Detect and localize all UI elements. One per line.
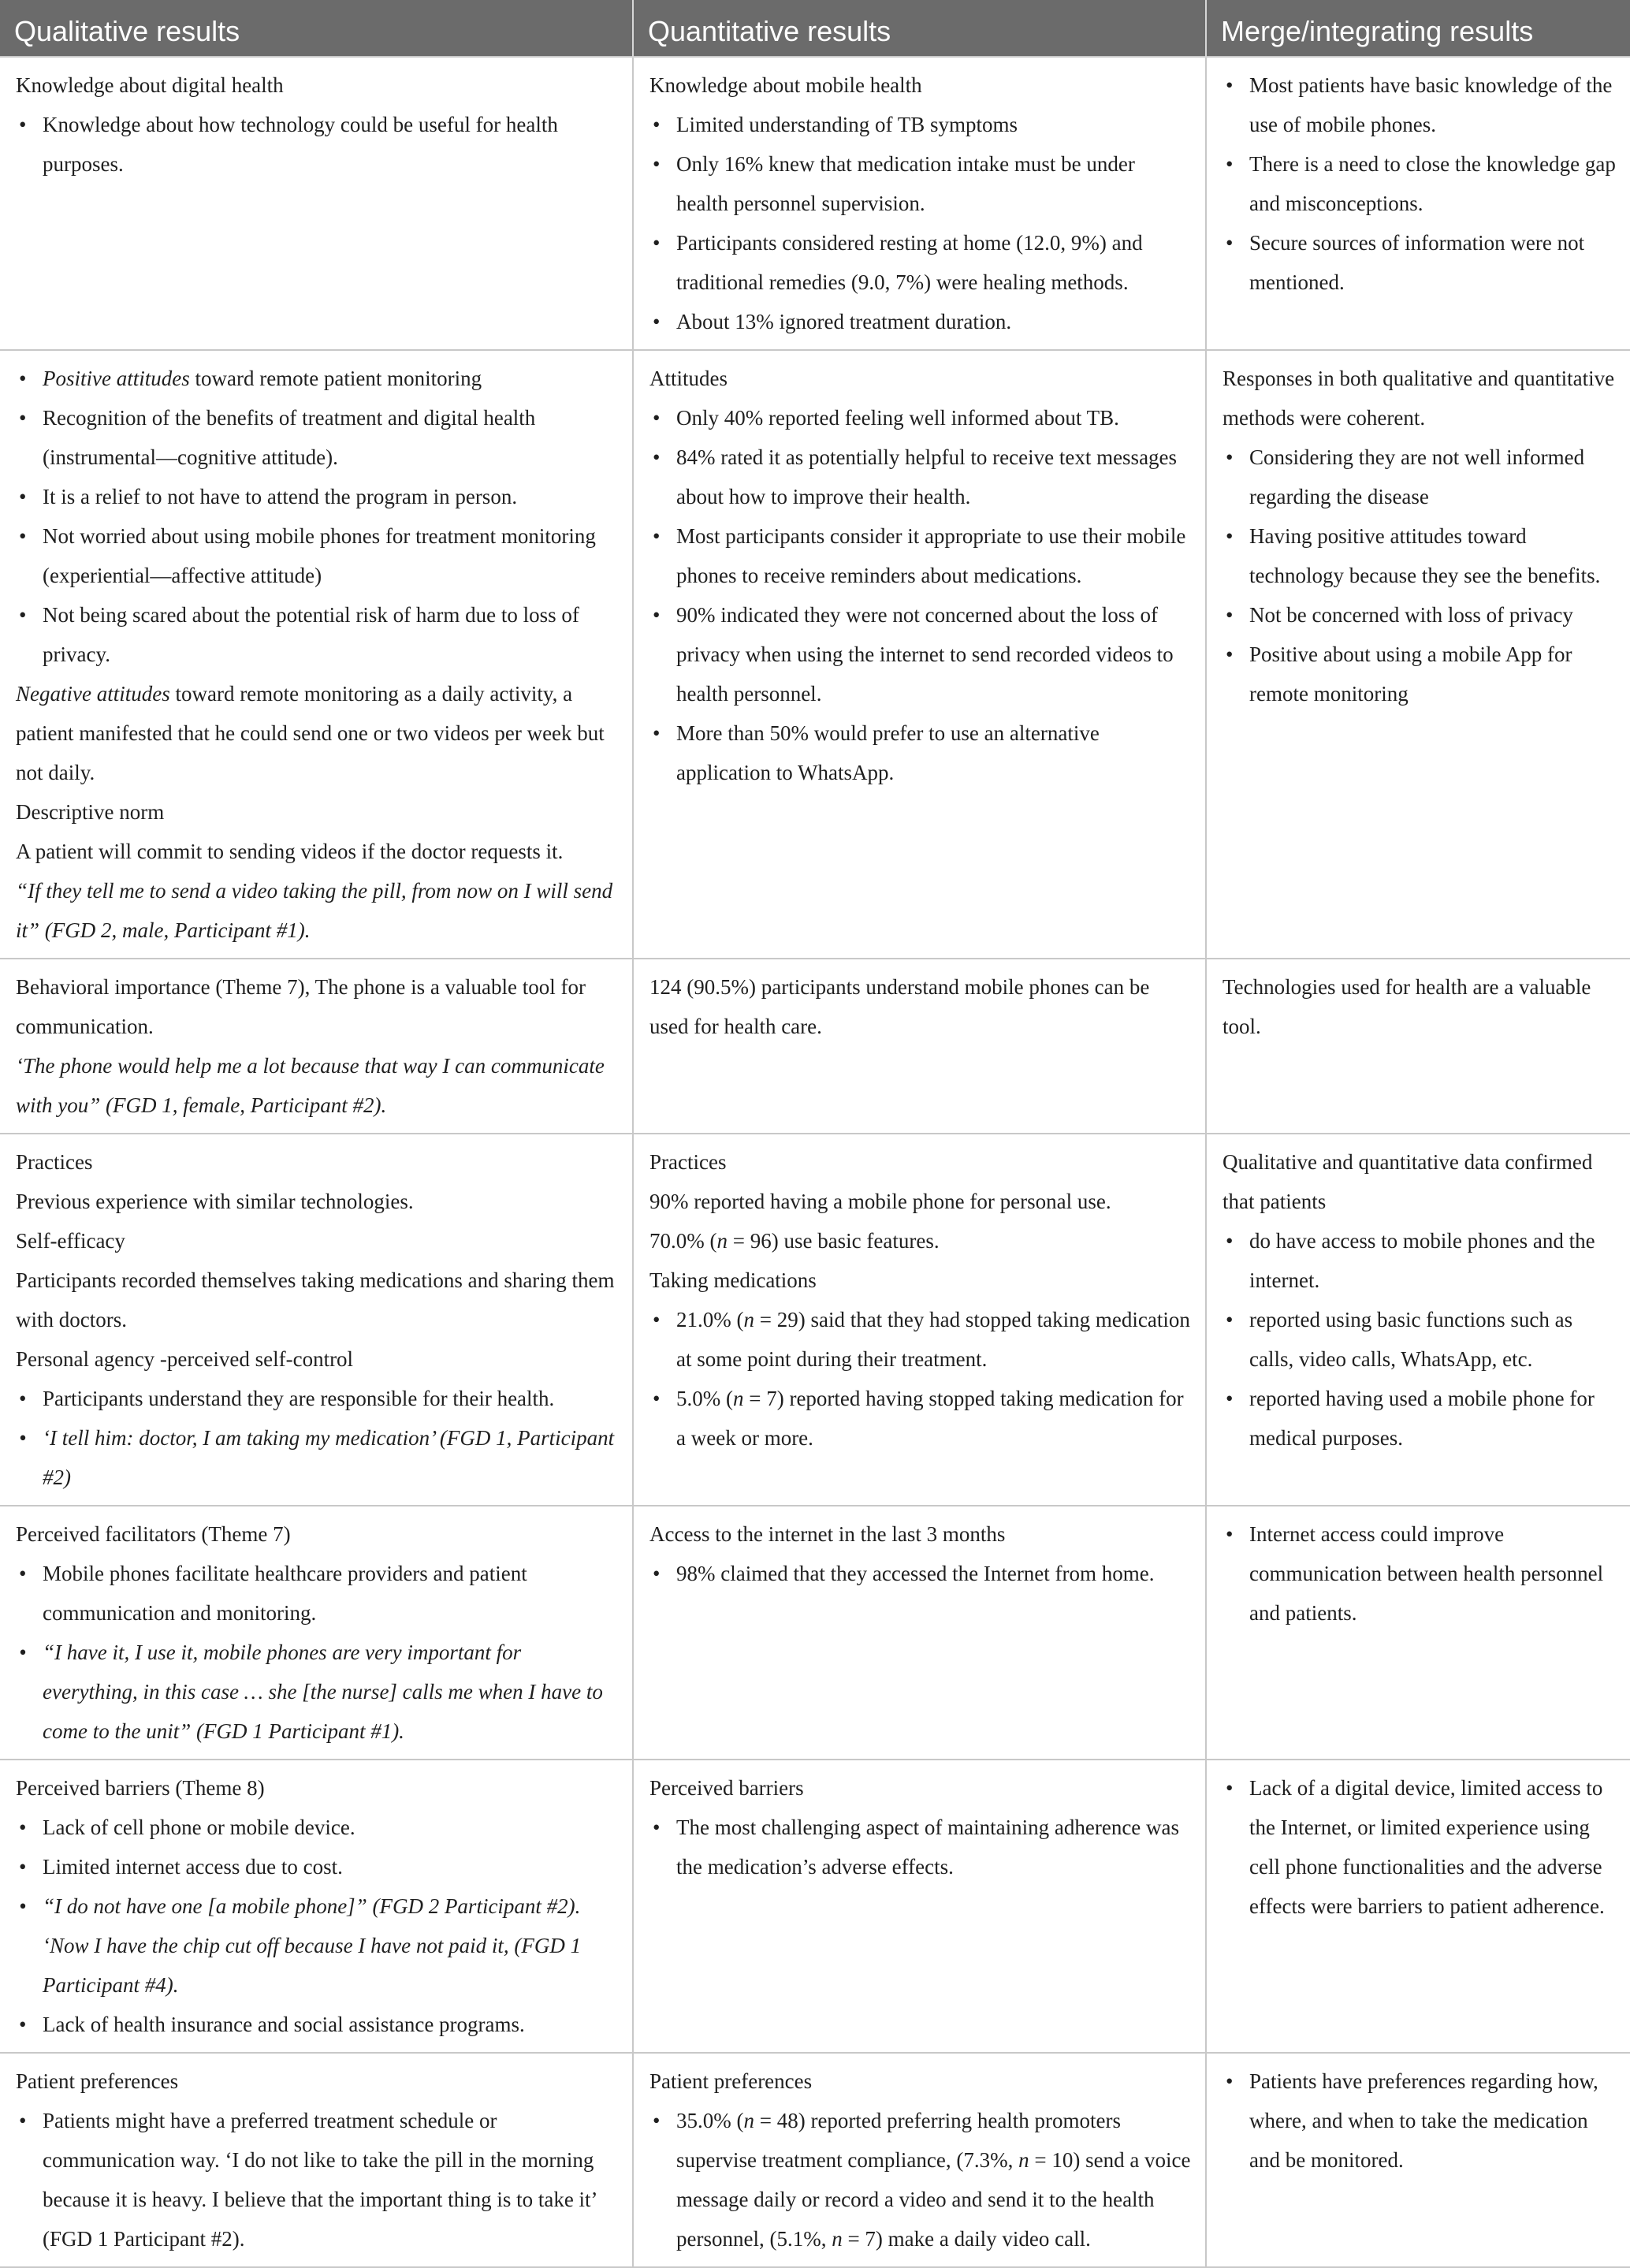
- table-row: [0, 2053, 1630, 2267]
- bullet-list: [16, 1379, 618, 1497]
- text: 5.0% (: [676, 1387, 733, 1410]
- list-item: • reported having used a mobile phone for medical purposes.: [1222, 1379, 1616, 1458]
- list-item: • Most patients have basic knowledge of the use of mobile phones.: [1222, 65, 1616, 144]
- emphasis: Negative attitudes: [16, 682, 170, 706]
- qualitative-cell: [0, 1506, 633, 1760]
- paragraph: 124 (90.5%) participants understand mobile phones can be used for health care.: [649, 975, 1150, 1038]
- text: = 29) said that they had stopped taking medication at some point during their treatment.: [676, 1308, 1190, 1371]
- emphasis: Positive attitudes: [43, 367, 190, 390]
- n-symbol: n: [743, 2109, 754, 2132]
- quantitative-cell: [633, 1760, 1206, 2053]
- list-item: • Participants considered resting at home (12.0, 9%) and traditional remedies (9.0, 7%) were healing methods.: [649, 223, 1191, 302]
- qualitative-cell: [0, 1134, 633, 1506]
- list-item: • About 13% ignored treatment duration.: [649, 302, 1191, 341]
- list-item: • Mobile phones facilitate healthcare providers and patient communication and monitoring.: [16, 1554, 618, 1633]
- text: toward remote monitoring as a daily activity, a patient manifested that he could send one or two videos per week but not daily.: [16, 682, 605, 784]
- list-item: • Secure sources of information were not mentioned.: [1222, 223, 1616, 302]
- list-item: • There is a need to close the knowledge gap and misconceptions.: [1222, 144, 1616, 223]
- cell-title: Attitudes: [649, 367, 728, 390]
- text: = 10) send a voice message daily or record a video and send it to the health personnel, (5.1%,: [676, 2148, 1191, 2251]
- bullet-list: [649, 2101, 1191, 2259]
- paragraph: Participants recorded themselves taking medications and sharing them with doctors.: [16, 1268, 615, 1331]
- paragraph: Behavioral importance (Theme 7), The phone is a valuable tool for communication.: [16, 975, 586, 1038]
- cell-title: Knowledge about mobile health: [649, 73, 922, 97]
- list-item: • Having positive attitudes toward technology because they see the benefits.: [1222, 516, 1616, 595]
- list-item: • Only 40% reported feeling well informed about TB.: [649, 398, 1191, 438]
- list-item: • “I do not have one [a mobile phone]” (FGD 2 Participant #2). ‘Now I have the chip cut off because I have not paid it, (FGD 1 Participant #4).: [16, 1886, 618, 2005]
- paragraph: A patient will commit to sending videos if the doctor requests it.: [16, 840, 564, 863]
- bullet-list: [1222, 2061, 1616, 2180]
- table-row: [0, 959, 1630, 1134]
- table-row: [0, 1506, 1630, 1760]
- list-item: • Patients might have a preferred treatment schedule or communication way. ‘I do not like to take the pill in the morning because it is heavy. I believe that the important thing is to take it’ (FGD 1 Participant #2).: [16, 2101, 618, 2259]
- bullet-list: [1222, 1768, 1616, 1926]
- header-quantitative: Quantitative results: [633, 0, 1206, 57]
- table-row: [0, 350, 1630, 959]
- table-row: [0, 57, 1630, 350]
- list-item: • Lack of health insurance and social assistance programs.: [16, 2005, 618, 2044]
- list-item: • Only 16% knew that medication intake must be under health personnel supervision.: [649, 144, 1191, 223]
- cell-subtitle: Descriptive norm: [16, 800, 165, 824]
- header-merge: Merge/integrating results: [1206, 0, 1630, 57]
- merge-cell: [1206, 1506, 1630, 1760]
- quantitative-cell: [633, 1506, 1206, 1760]
- merge-cell: [1206, 57, 1630, 350]
- cell-title: Perceived barriers (Theme 8): [16, 1776, 265, 1800]
- list-item: • Most participants consider it appropriate to use their mobile phones to receive reminders about medications.: [649, 516, 1191, 595]
- cell-title: Practices: [649, 1150, 727, 1174]
- list-item: • The most challenging aspect of maintaining adherence was the medication’s adverse effects.: [649, 1808, 1191, 1886]
- cell-subtitle: Personal agency -perceived self-control: [16, 1347, 354, 1371]
- list-item: • “I have it, I use it, mobile phones are very important for everything, in this case … she [the nurse] calls me when I have to come to the unit” (FGD 1 Participant #1).: [16, 1633, 618, 1751]
- qualitative-cell: [0, 2053, 633, 2267]
- list-item: • Considering they are not well informed regarding the disease: [1222, 438, 1616, 516]
- bullet-list: [16, 1554, 618, 1751]
- list-item: • 90% indicated they were not concerned about the loss of privacy when using the internet to send recorded videos to health personnel.: [649, 595, 1191, 713]
- bullet-list: [649, 398, 1191, 792]
- quantitative-cell: [633, 57, 1206, 350]
- list-item: • Knowledge about how technology could be useful for health purposes.: [16, 105, 618, 184]
- cell-subtitle: Taking medications: [649, 1268, 817, 1292]
- bullet-list: [1222, 1514, 1616, 1633]
- table-row: [0, 1760, 1630, 2053]
- header-qualitative: Qualitative results: [0, 0, 633, 57]
- paragraph: Qualitative and quantitative data confirmed that patients: [1222, 1150, 1593, 1213]
- cell-title: Patient preferences: [16, 2069, 179, 2093]
- paragraph: [649, 1221, 1191, 1261]
- merge-cell: [1206, 959, 1630, 1134]
- list-item: • 84% rated it as potentially helpful to receive text messages about how to improve their health.: [649, 438, 1191, 516]
- paragraph: Previous experience with similar technologies.: [16, 1190, 414, 1213]
- n-symbol: n: [743, 1308, 754, 1331]
- text: toward remote patient monitoring: [189, 367, 482, 390]
- list-item: • More than 50% would prefer to use an alternative application to WhatsApp.: [649, 713, 1191, 792]
- quantitative-cell: [633, 2053, 1206, 2267]
- paragraph: 90% reported having a mobile phone for personal use.: [649, 1190, 1111, 1213]
- cell-title: Perceived barriers: [649, 1776, 804, 1800]
- bullet-list: [649, 1300, 1191, 1458]
- quantitative-cell: [633, 1134, 1206, 1506]
- list-item: • Internet access could improve communication between health personnel and patients.: [1222, 1514, 1616, 1633]
- list-item: • 98% claimed that they accessed the Internet from home.: [649, 1554, 1191, 1593]
- n-symbol: n: [732, 1387, 744, 1410]
- paragraph: Responses in both qualitative and quantitative methods were coherent.: [1222, 367, 1615, 430]
- n-symbol: n: [716, 1229, 728, 1253]
- merge-cell: [1206, 1760, 1630, 2053]
- list-item: • Limited understanding of TB symptoms: [649, 105, 1191, 144]
- list-item: • reported using basic functions such as calls, video calls, WhatsApp, etc.: [1222, 1300, 1616, 1379]
- bullet-list: [1222, 438, 1616, 713]
- quote: “If they tell me to send a video taking the pill, from now on I will send it” (FGD 2, male, Participant #1).: [16, 879, 613, 942]
- list-item: • ‘I tell him: doctor, I am taking my medication’ (FGD 1, Participant #2): [16, 1418, 618, 1497]
- quantitative-cell: [633, 350, 1206, 959]
- qualitative-cell: [0, 1760, 633, 2053]
- bullet-list: [649, 1554, 1191, 1593]
- list-item: • Lack of cell phone or mobile device.: [16, 1808, 618, 1847]
- paragraph: [16, 674, 618, 792]
- bullet-list: [16, 1808, 618, 2044]
- text: = 48) reported preferring health promoters supervise treatment compliance, (7.3%,: [676, 2109, 1122, 2172]
- list-item: [649, 2101, 1191, 2259]
- list-item: • Participants understand they are responsible for their health.: [16, 1379, 618, 1418]
- list-item: • Limited internet access due to cost.: [16, 1847, 618, 1886]
- cell-subtitle: Self-efficacy: [16, 1229, 125, 1253]
- cell-title: Knowledge about digital health: [16, 73, 284, 97]
- text: = 7) make a daily video call.: [842, 2227, 1091, 2251]
- qualitative-cell: [0, 57, 633, 350]
- list-item: [649, 1300, 1191, 1379]
- merge-cell: [1206, 1134, 1630, 1506]
- quote: ‘The phone would help me a lot because that way I can communicate with you” (FGD 1, female, Participant #2).: [16, 1054, 605, 1117]
- text: = 96) use basic features.: [727, 1229, 940, 1253]
- paragraph: Technologies used for health are a valuable tool.: [1222, 975, 1591, 1038]
- text: = 7) reported having stopped taking medication for a week or more.: [676, 1387, 1184, 1450]
- cell-title: Perceived facilitators (Theme 7): [16, 1522, 291, 1546]
- qualitative-cell: [0, 959, 633, 1134]
- list-item: • Patients have preferences regarding how, where, and when to take the medication and be monitored.: [1222, 2061, 1616, 2180]
- bullet-list: [16, 2101, 618, 2259]
- n-symbol: n: [1018, 2148, 1029, 2172]
- list-item: • Positive about using a mobile App for remote monitoring: [1222, 635, 1616, 713]
- list-item: • Lack of a digital device, limited access to the Internet, or limited experience using cell phone functionalities and the adverse effects were barriers to patient adherence.: [1222, 1768, 1616, 1926]
- list-item: • Not being scared about the potential risk of harm due to loss of privacy.: [16, 595, 618, 674]
- list-item: [16, 359, 618, 398]
- header-row: [0, 0, 1630, 57]
- cell-title: Practices: [16, 1150, 93, 1174]
- list-item: [649, 1379, 1191, 1458]
- quantitative-cell: [633, 959, 1206, 1134]
- merge-cell: [1206, 2053, 1630, 2267]
- bullet-list: [1222, 65, 1616, 302]
- cell-title: Patient preferences: [649, 2069, 813, 2093]
- bullet-list: [16, 105, 618, 184]
- bullet-list: [16, 359, 618, 674]
- text: 35.0% (: [676, 2109, 744, 2132]
- list-item: • Not be concerned with loss of privacy: [1222, 595, 1616, 635]
- text: 70.0% (: [649, 1229, 717, 1253]
- merge-cell: [1206, 350, 1630, 959]
- n-symbol: n: [832, 2227, 843, 2251]
- list-item: • It is a relief to not have to attend the program in person.: [16, 477, 618, 516]
- bullet-list: [1222, 1221, 1616, 1458]
- cell-title: Access to the internet in the last 3 months: [649, 1522, 1006, 1546]
- text: 21.0% (: [676, 1308, 744, 1331]
- list-item: • Not worried about using mobile phones for treatment monitoring (experiential—affective attitude): [16, 516, 618, 595]
- qualitative-cell: [0, 350, 633, 959]
- list-item: • do have access to mobile phones and the internet.: [1222, 1221, 1616, 1300]
- bullet-list: [649, 1808, 1191, 1886]
- bullet-list: [649, 105, 1191, 341]
- table-row: [0, 1134, 1630, 1506]
- list-item: • Recognition of the benefits of treatment and digital health (instrumental—cognitive attitude).: [16, 398, 618, 477]
